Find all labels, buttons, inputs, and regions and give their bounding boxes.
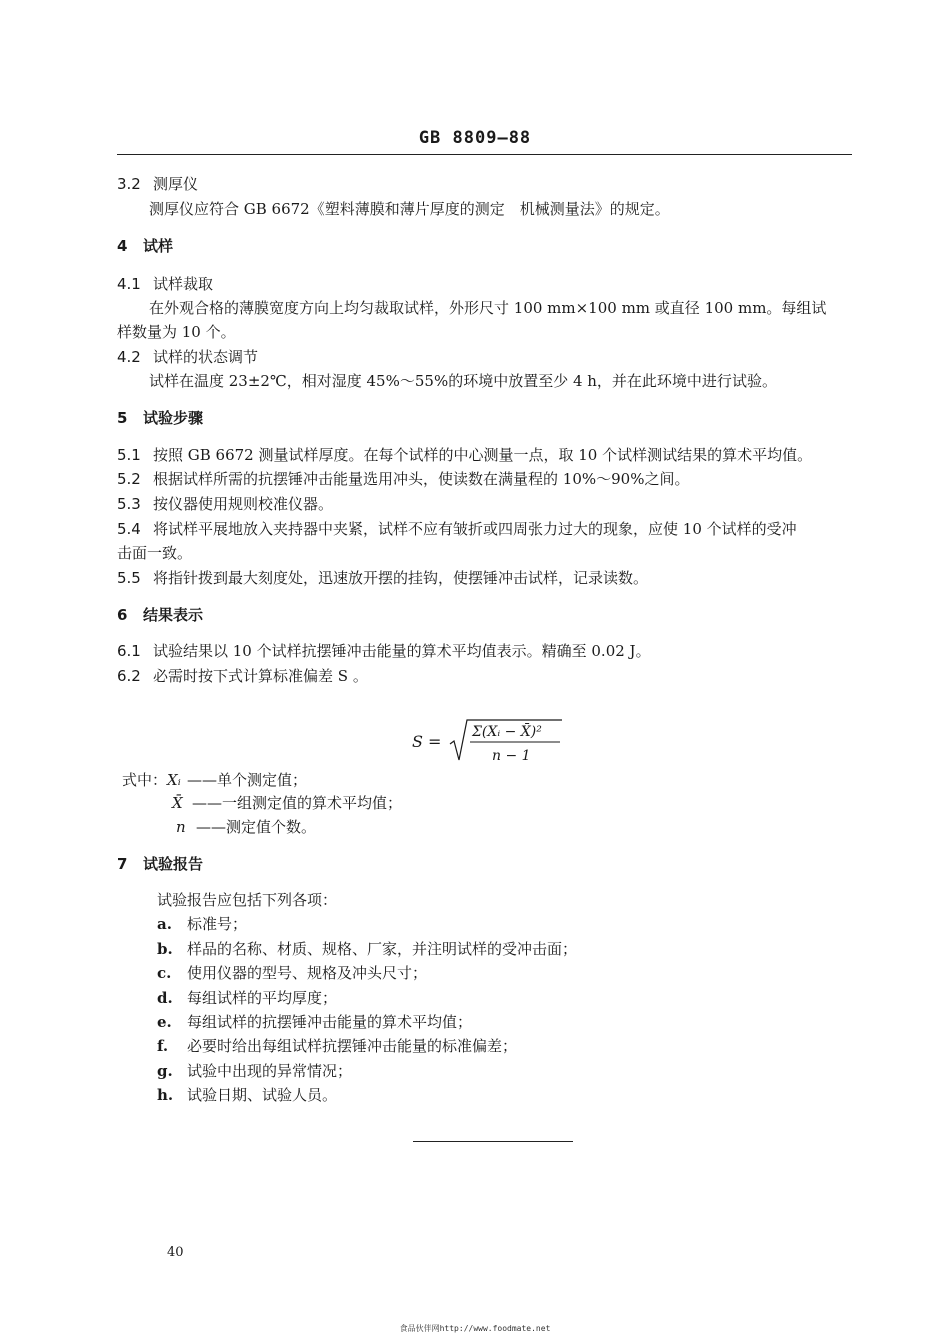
report-item [157, 914, 247, 934]
section-number: 6.2 [117, 667, 141, 685]
section-title: 测厚仪 [153, 175, 199, 193]
legend-symbol: n [176, 818, 186, 836]
report-item [157, 1061, 352, 1081]
section-number: 5.2 [117, 470, 141, 488]
section-5-5 [117, 568, 648, 588]
formula-numerator: Σ(Xᵢ − X̄)² [472, 724, 542, 740]
section-5-heading [117, 408, 203, 428]
legend-desc: ——测定值个数。 [196, 818, 317, 836]
item-letter: g. [157, 1062, 173, 1080]
item-text: 每组试样的抗摆锤冲击能量的算术平均值； [187, 1013, 473, 1031]
legend-row-2 [172, 793, 402, 813]
legend-row-3 [176, 817, 316, 837]
section-text: 将试样平展地放入夹持器中夹紧，试样不应有皱折或四周张力过大的现象，应使 10 个试样的受冲 [153, 520, 797, 538]
report-item [157, 939, 577, 959]
section-number: 5 [117, 409, 128, 427]
section-title: 试验报告 [143, 855, 204, 873]
section-number: 5.3 [117, 495, 141, 513]
report-item [157, 1036, 517, 1056]
page-number: 40 [167, 1245, 184, 1260]
footer-watermark: 食品伙伴网http://www.foodmate.net [399, 1324, 551, 1333]
standard-code-header: GB 8809—88 [418, 128, 532, 148]
formula-lhs: S = [412, 732, 442, 751]
report-item [157, 988, 337, 1008]
section-title: 试样 [143, 237, 174, 255]
section-5-2 [117, 469, 689, 489]
section-number: 6.1 [117, 642, 141, 660]
item-letter: e. [157, 1013, 172, 1031]
section-number: 6 [117, 606, 128, 624]
item-text: 试验中出现的异常情况； [187, 1062, 353, 1080]
section-6-1 [117, 641, 651, 661]
item-letter: b. [157, 940, 173, 958]
legend-desc: ——单个测定值； [187, 771, 308, 789]
section-title: 试样裁取 [153, 275, 214, 293]
legend-row-1 [122, 770, 307, 790]
section-4-heading [117, 236, 173, 256]
section-7-heading [117, 854, 203, 874]
section-6-heading [117, 605, 203, 625]
item-text: 每组试样的平均厚度； [187, 989, 338, 1007]
section-title: 结果表示 [143, 606, 204, 624]
section-text: 根据试样所需的抗摆锤冲击能量选用冲头，使读数在满量程的 10%～90%之间。 [153, 470, 690, 488]
item-text: 必要时给出每组试样抗摆锤冲击能量的标准偏差； [187, 1037, 518, 1055]
section-text: 试验结果以 10 个试样抗摆锤冲击能量的算术平均值表示。精确至 0.02 J。 [153, 642, 651, 660]
section-text: 必需时按下式计算标准偏差 S 。 [153, 667, 368, 685]
section-5-4-line2: 击面一致。 [117, 544, 193, 562]
section-5-4-line1 [117, 519, 797, 539]
section-5-1 [117, 445, 812, 465]
section-number: 4 [117, 237, 128, 255]
item-letter: f. [157, 1037, 169, 1055]
section-4-1-text-line1: 在外观合格的薄膜宽度方向上均匀裁取试样，外形尺寸 100 mm×100 mm 或直径 100 mm。每组试 [149, 299, 827, 317]
report-item [157, 1012, 472, 1032]
section-number: 7 [117, 855, 128, 873]
standard-deviation-formula [412, 716, 612, 772]
section-4-1-text-line2: 样数量为 10 个。 [117, 323, 236, 341]
section-7-intro: 试验报告应包括下列各项： [157, 891, 338, 909]
section-title: 试验步骤 [143, 409, 204, 427]
section-number: 4.2 [117, 348, 141, 366]
item-text: 标准号； [187, 915, 248, 933]
section-text: 按仪器使用规则校准仪器。 [153, 495, 334, 513]
item-text: 样品的名称、材质、规格、厂家，并注明试样的受冲击面； [187, 940, 578, 958]
section-3-2-text: 测厚仪应符合 GB 6672《塑料薄膜和薄片厚度的测定 机械测量法》的规定。 [149, 200, 670, 218]
section-5-3 [117, 494, 333, 514]
section-number: 5.1 [117, 446, 141, 464]
legend-intro: 式中： [122, 771, 168, 789]
section-3-2-heading [117, 174, 198, 194]
section-number: 4.1 [117, 275, 141, 293]
item-letter: a. [157, 915, 172, 933]
item-letter: c. [157, 964, 172, 982]
section-4-2-text: 试样在温度 23±2℃，相对湿度 45%～55%的环境中放置至少 4 h，并在此环境中进行试验。 [149, 372, 777, 390]
section-4-1-heading [117, 274, 213, 294]
legend-symbol: Xᵢ [167, 771, 181, 789]
item-letter: d. [157, 989, 173, 1007]
item-text: 使用仪器的型号、规格及冲头尺寸； [187, 964, 428, 982]
section-6-2 [117, 666, 368, 686]
header-rule [117, 154, 852, 155]
section-number: 5.5 [117, 569, 141, 587]
legend-symbol: X̄ [172, 794, 183, 812]
item-text: 试验日期、试验人员。 [187, 1086, 338, 1104]
section-text: 将指针拨到最大刻度处，迅速放开摆的挂钩，使摆锤冲击试样，记录读数。 [153, 569, 649, 587]
report-item [157, 963, 427, 983]
report-item [157, 1085, 337, 1105]
item-letter: h. [157, 1086, 174, 1104]
formula-denominator: n − 1 [492, 748, 531, 764]
section-number: 5.4 [117, 520, 141, 538]
legend-desc: ——一组测定值的算术平均值； [192, 794, 403, 812]
end-rule [413, 1141, 573, 1142]
section-text: 按照 GB 6672 测量试样厚度。在每个试样的中心测量一点，取 10 个试样测试结果的算术平均值。 [153, 446, 813, 464]
section-number: 3.2 [117, 175, 141, 193]
section-title: 试样的状态调节 [153, 348, 259, 366]
section-4-2-heading [117, 347, 258, 367]
